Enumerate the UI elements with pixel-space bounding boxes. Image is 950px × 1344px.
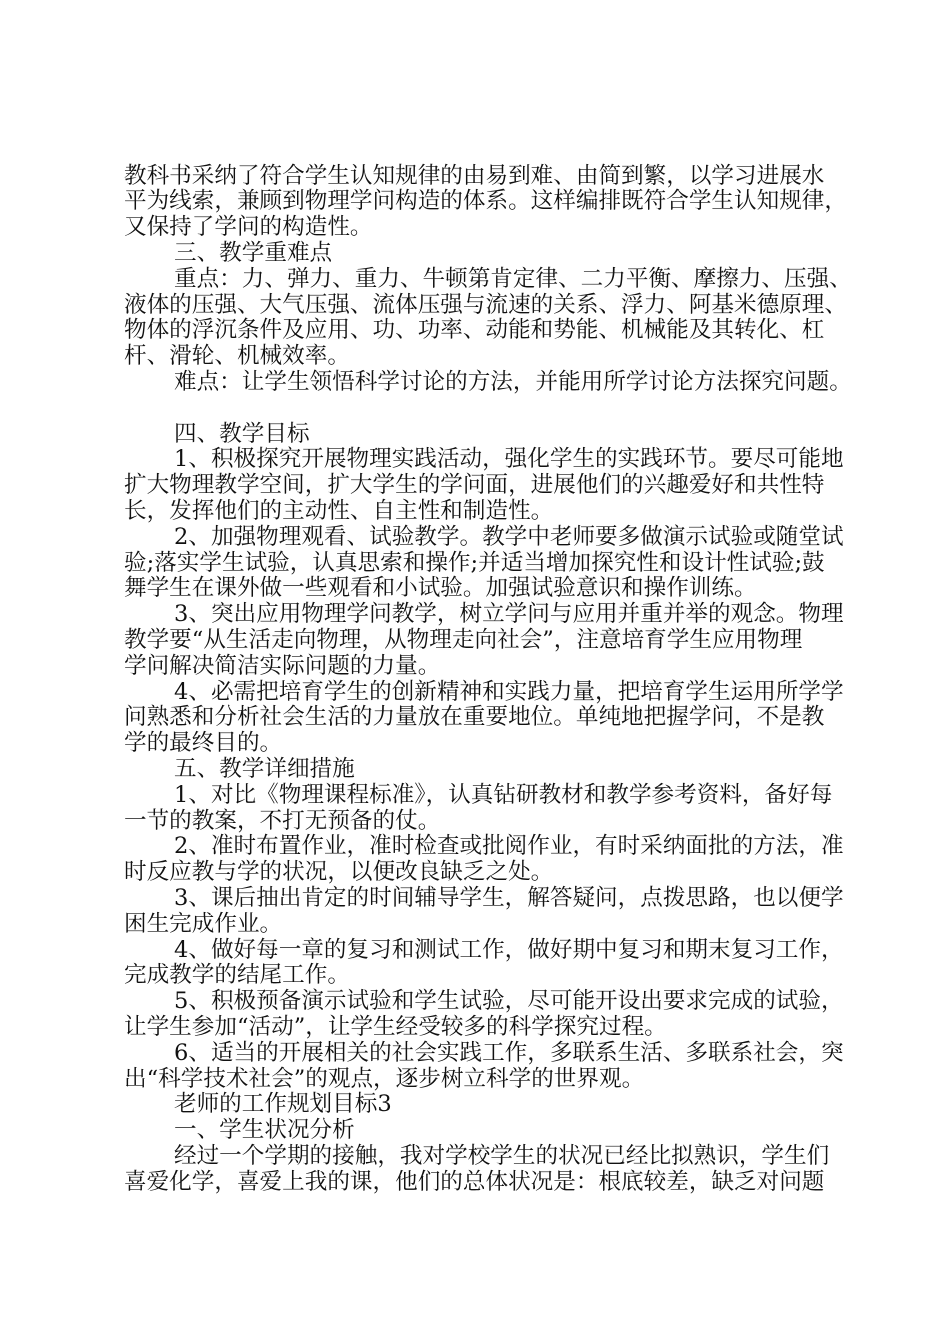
text-line: 三、教学重难点 [174, 239, 333, 266]
text-line: 喜爱化学，喜爱上我的课，他们的总体状况是：根底较差，缺乏对问题 [124, 1168, 825, 1195]
text-line: 学的最终目的。 [124, 730, 283, 757]
text-line: 验;落实学生试验，认真思索和操作;并适当增加探究性和设计性试验;鼓 [124, 549, 825, 576]
text-line: 3、突出应用物理学问教学，树立学问与应用并重并举的观念。物理 [174, 601, 844, 628]
text-line: 平为线索，兼顾到物理学问构造的体系。这样编排既符合学生认知规律， [124, 188, 847, 215]
text-line: 经过一个学期的接触，我对学校学生的状况已经比拟熟识，学生们 [174, 1142, 830, 1169]
text-line: 问熟悉和分析社会生活的力量放在重要地位。单纯地把握学问，不是教 [124, 704, 825, 731]
text-line: 又保持了学问的构造性。 [124, 214, 373, 241]
text-line: 物体的浮沉条件及应用、功、功率、动能和势能、机械能及其转化、杠 [124, 317, 825, 344]
text-line: 6、适当的开展相关的社会实践工作，多联系生活、多联系社会，突 [174, 1039, 844, 1066]
text-line: 1、对比《物理课程标准》，认真钻研教材和教学参考资料，备好每 [174, 781, 833, 808]
text-line: 让学生参加“活动”，让学生经受较多的科学探究过程。 [124, 1013, 667, 1040]
text-line: 1、积极探究开展物理实践活动，强化学生的实践环节。要尽可能地 [174, 446, 844, 473]
text-line: 4、必需把培育学生的创新精神和实践力量，把培育学生运用所学学 [174, 678, 844, 705]
text-line: 扩大物理教学空间，扩大学生的学问面，进展他们的兴趣爱好和共性特 [124, 472, 825, 499]
text-line: 长，发挥他们的主动性、自主性和制造性。 [124, 497, 554, 524]
text-line: 2、准时布置作业，准时检查或批阅作业，有时采纳面批的方法，准 [174, 833, 844, 860]
text-line: 时反应教与学的状况，以便改良缺乏之处。 [124, 859, 554, 886]
text-line: 液体的压强、大气压强、流体压强与流速的关系、浮力、阿基米德原理、 [124, 291, 847, 318]
text-line: 完成教学的结尾工作。 [124, 962, 350, 989]
text-line: 一、学生状况分析 [174, 1117, 355, 1144]
text-line: 3、课后抽出肯定的时间辅导学生，解答疑问，点拨思路，也以便学 [174, 884, 844, 911]
text-line: 2、加强物理观看、试验教学。教学中老师要多做演示试验或随堂试 [174, 523, 844, 550]
text-line: 老师的工作规划目标3 [174, 1091, 392, 1118]
text-line: 四、教学目标 [174, 420, 310, 447]
text-line: 教科书采纳了符合学生认知规律的由易到难、由简到繁，以学习进展水 [124, 162, 825, 189]
text-line: 学问解决简洁实际问题的力量。 [124, 652, 441, 679]
text-line: 五、教学详细措施 [174, 755, 355, 782]
text-line: 杆、滑轮、机械效率。 [124, 343, 350, 370]
text-line: 教学要“从生活走向物理，从物理走向社会”，注意培育学生应用物理 [124, 626, 803, 653]
text-line: 重点：力、弹力、重力、牛顿第肯定律、二力平衡、摩擦力、压强、 [174, 265, 852, 292]
text-line: 一节的教案，不打无预备的仗。 [124, 807, 441, 834]
text-line: 5、积极预备演示试验和学生试验，尽可能开设出要求完成的试验， [174, 988, 844, 1015]
text-line: 4、做好每一章的复习和测试工作，做好期中复习和期末复习工作， [174, 936, 844, 963]
text-line: 困生完成作业。 [124, 910, 283, 937]
text-line: 出“科学技术社会”的观点，逐步树立科学的世界观。 [124, 1065, 645, 1092]
text-line: 舞学生在课外做一些观看和小试验。加强试验意识和操作训练。 [124, 575, 757, 602]
text-line: 难点：让学生领悟科学讨论的方法，并能用所学讨论方法探究问题。 [174, 368, 852, 395]
